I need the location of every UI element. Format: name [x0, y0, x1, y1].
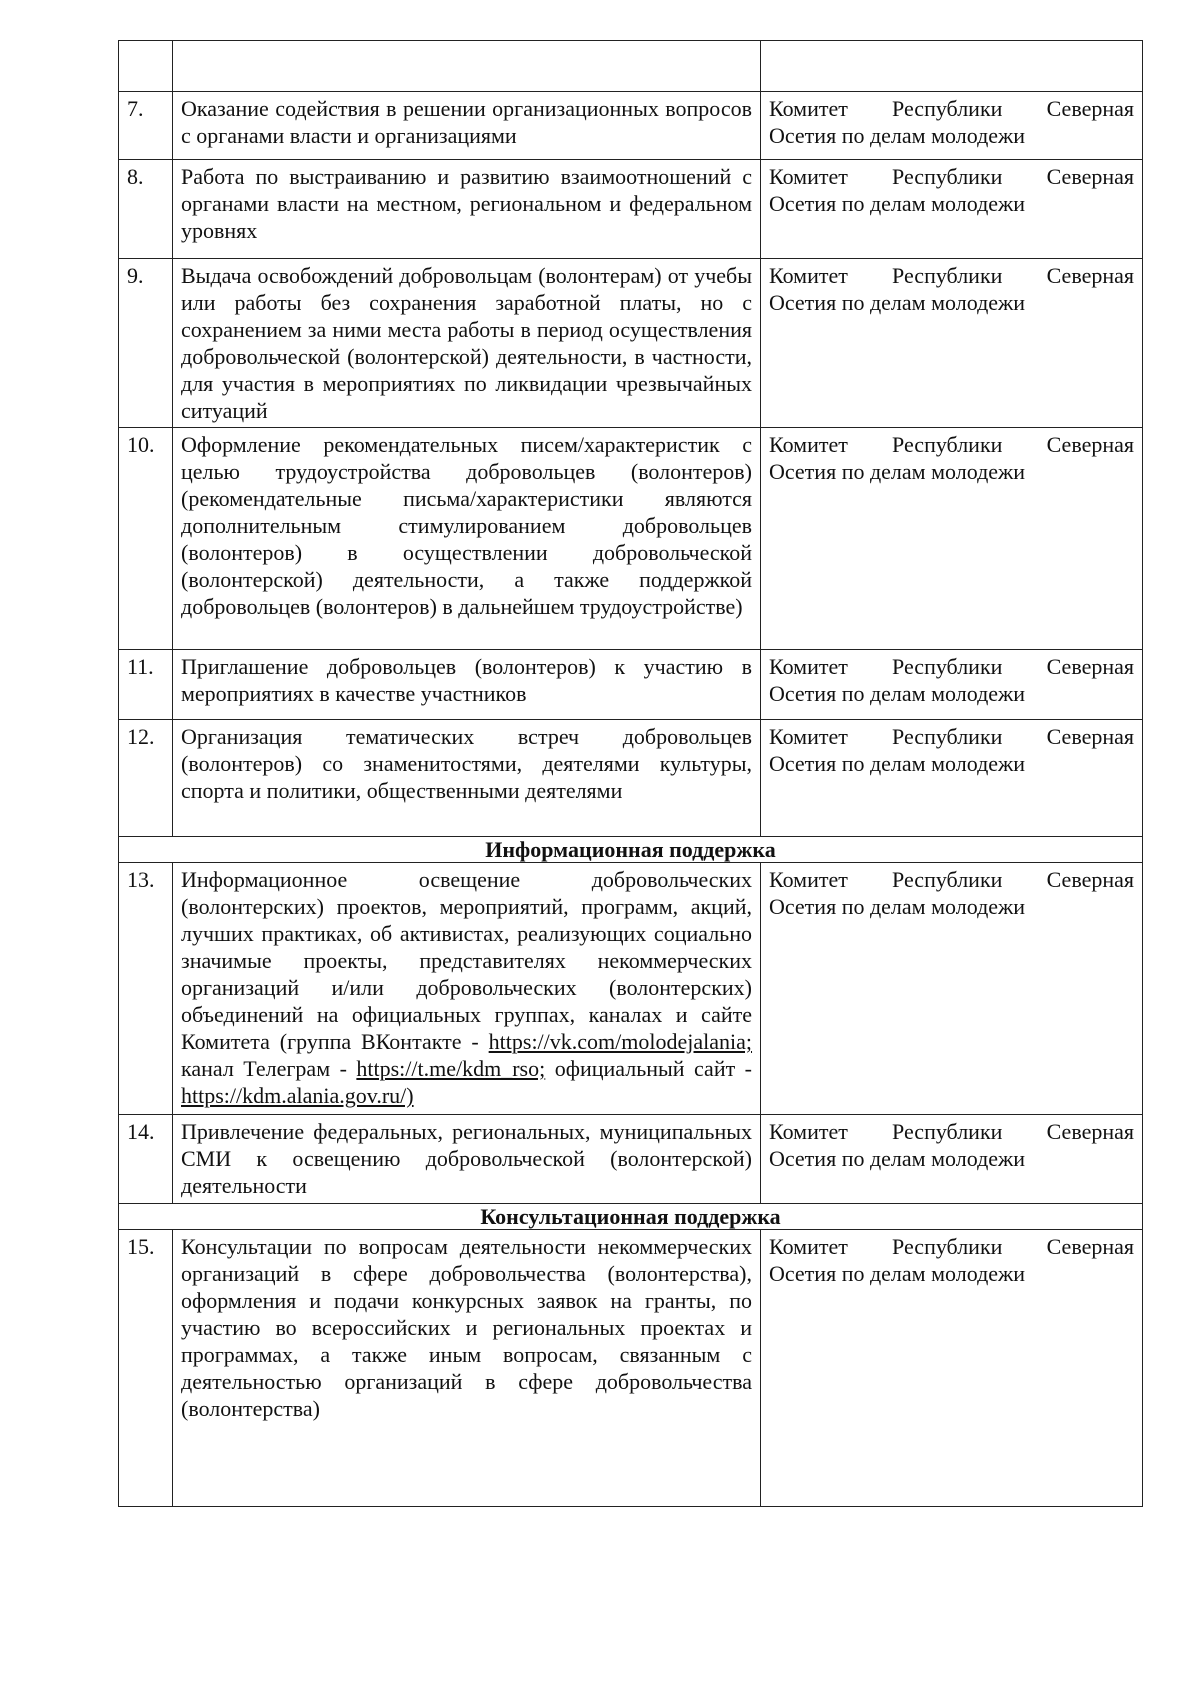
- table-row-header-blank: [119, 41, 1143, 92]
- section-header-info: [119, 837, 1143, 863]
- row-number: 13.: [119, 863, 173, 1115]
- table-row: [119, 160, 1143, 259]
- measure-description: Организация тематических встреч добровольцев (волонтеров) со знаменитостями, деятелями культуры, спорта и политики, общественными деятелями: [173, 720, 761, 837]
- table-row: [119, 1115, 1143, 1204]
- section-header-consult: [119, 1204, 1143, 1230]
- measure-description: Приглашение добровольцев (волонтеров) к участию в мероприятиях в качестве участников: [173, 650, 761, 720]
- responsible-org: Комитет Республики Северная Осетия по делам молодежи: [761, 160, 1143, 259]
- telegram-link[interactable]: https://t.me/kdm_rso;: [356, 1056, 546, 1081]
- responsible-org: Комитет Республики Северная Осетия по делам молодежи: [761, 720, 1143, 837]
- row-number: 10.: [119, 428, 173, 650]
- website-link[interactable]: https://kdm.alania.gov.ru/): [181, 1083, 414, 1108]
- row-number: 15.: [119, 1230, 173, 1507]
- table-row: [119, 650, 1143, 720]
- row-number: 9.: [119, 259, 173, 428]
- measures-table: [118, 40, 1143, 1507]
- table-row: [119, 1230, 1143, 1507]
- responsible-org: Комитет Республики Северная Осетия по делам молодежи: [761, 259, 1143, 428]
- measure-description: Выдача освобождений добровольцам (волонтерам) от учебы или работы без сохранения заработной платы, но с сохранением за ними места работы в период осуществления добровольческой (волонтерской) деятельности, в частности, для участия в мероприятиях по ликвидации чрезвычайных ситуаций: [173, 259, 761, 428]
- responsible-org: Комитет Республики Северная Осетия по делам молодежи: [761, 863, 1143, 1115]
- responsible-org: Комитет Республики Северная Осетия по делам молодежи: [761, 650, 1143, 720]
- measure-description: Консультации по вопросам деятельности некоммерческих организаций в сфере добровольчества (волонтерства), оформления и подачи конкурсных заявок на гранты, по участию во всероссийских и региональных проектах и программах, а также иным вопросам, связанным с деятельностью организаций в сфере добровольчества (волонтерства): [173, 1230, 761, 1507]
- measure-description: Привлечение федеральных, региональных, муниципальных СМИ к освещению добровольческой (волонтерской) деятельности: [173, 1115, 761, 1204]
- measure-description: Оказание содействия в решении организационных вопросов с органами власти и организациями: [173, 92, 761, 160]
- table-cell: [761, 41, 1143, 92]
- vk-link[interactable]: https://vk.com/molodejalania;: [488, 1029, 753, 1054]
- table-row: [119, 92, 1143, 160]
- measure-description: Работа по выстраиванию и развитию взаимоотношений с органами власти на местном, региональном и федеральном уровнях: [173, 160, 761, 259]
- row-number: 11.: [119, 650, 173, 720]
- measure-description: Оформление рекомендательных писем/характеристик с целью трудоустройства добровольцев (волонтеров) (рекомендательные письма/характеристики являются дополнительным стимулированием добровольцев (волонтеров) в осуществлении добровольческой (волонтерской) деятельности, а также поддержкой добровольцев (волонтеров) в дальнейшем трудоустройстве): [173, 428, 761, 650]
- row-number: 12.: [119, 720, 173, 837]
- section-title: Консультационная поддержка: [119, 1204, 1143, 1230]
- responsible-org: Комитет Республики Северная Осетия по делам молодежи: [761, 428, 1143, 650]
- table-cell: [173, 41, 761, 92]
- row-number: 14.: [119, 1115, 173, 1204]
- responsible-org: Комитет Республики Северная Осетия по делам молодежи: [761, 92, 1143, 160]
- responsible-org: Комитет Республики Северная Осетия по делам молодежи: [761, 1115, 1143, 1204]
- measure-description: Информационное освещение добровольческих (волонтерских) проектов, мероприятий, программ, акций, лучших практиках, об активистах, реализующих социально значимые проекты, представителях некоммерческих организаций и/или добровольческих (волонтерских) объединений на официальных группах, каналах и сайте Комитета (группа ВКонтакте - https://vk.com/molodejalania; канал Телеграм - https://t.me/kdm_rso; официальный сайт - https://kdm.alania.gov.ru/): [173, 863, 761, 1115]
- table-row: [119, 863, 1143, 1115]
- row-number: 7.: [119, 92, 173, 160]
- responsible-org: Комитет Республики Северная Осетия по делам молодежи: [761, 1230, 1143, 1507]
- table-cell: [119, 41, 173, 92]
- table-row: [119, 259, 1143, 428]
- table-row: [119, 428, 1143, 650]
- table-row: [119, 720, 1143, 837]
- section-title: Информационная поддержка: [119, 837, 1143, 863]
- row-number: 8.: [119, 160, 173, 259]
